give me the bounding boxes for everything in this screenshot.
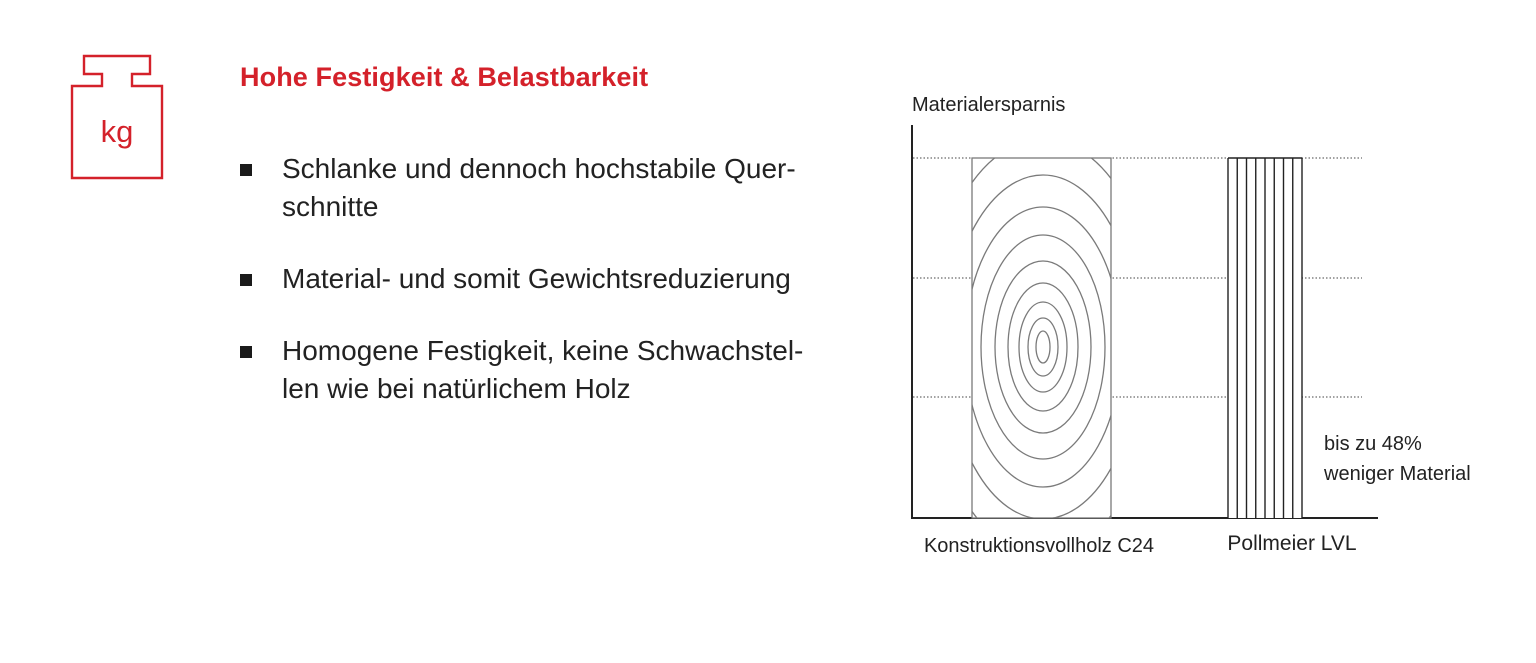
section-heading: Hohe Festigkeit & Belastbarkeit [240, 62, 649, 92]
bar-label-solid-wood: Konstruktionsvollholz C24 [923, 535, 1155, 557]
feature-list [240, 150, 860, 442]
bar-solid-wood [880, 80, 1231, 570]
weight-kg-icon [70, 54, 164, 180]
savings-annotation-line-1: bis zu 48% [1324, 433, 1422, 455]
bullet-square-icon [240, 164, 252, 176]
feature-text: Schlanke und dennoch hochstabile Quer- schnitte [282, 153, 796, 222]
bar-label-lvl: Pollmeier LVL [1227, 532, 1357, 555]
bullet-square-icon [240, 274, 252, 286]
bullet-square-icon [240, 346, 252, 358]
weight-icon-label: kg [100, 114, 134, 149]
axis-title: Materialersparnis [912, 94, 1066, 116]
feature-text: Material- und somit Gewichtsreduzierung [282, 263, 791, 294]
feature-list-item [240, 260, 860, 298]
bar-lvl [1228, 158, 1302, 518]
material-savings-diagram [880, 80, 1520, 570]
feature-list-item [240, 150, 860, 226]
feature-list-item [240, 332, 860, 408]
feature-text: Homogene Festigkeit, keine Schwachstel- len wie bei natürlichem Holz [282, 335, 804, 404]
savings-annotation-line-2: weniger Material [1324, 463, 1471, 485]
